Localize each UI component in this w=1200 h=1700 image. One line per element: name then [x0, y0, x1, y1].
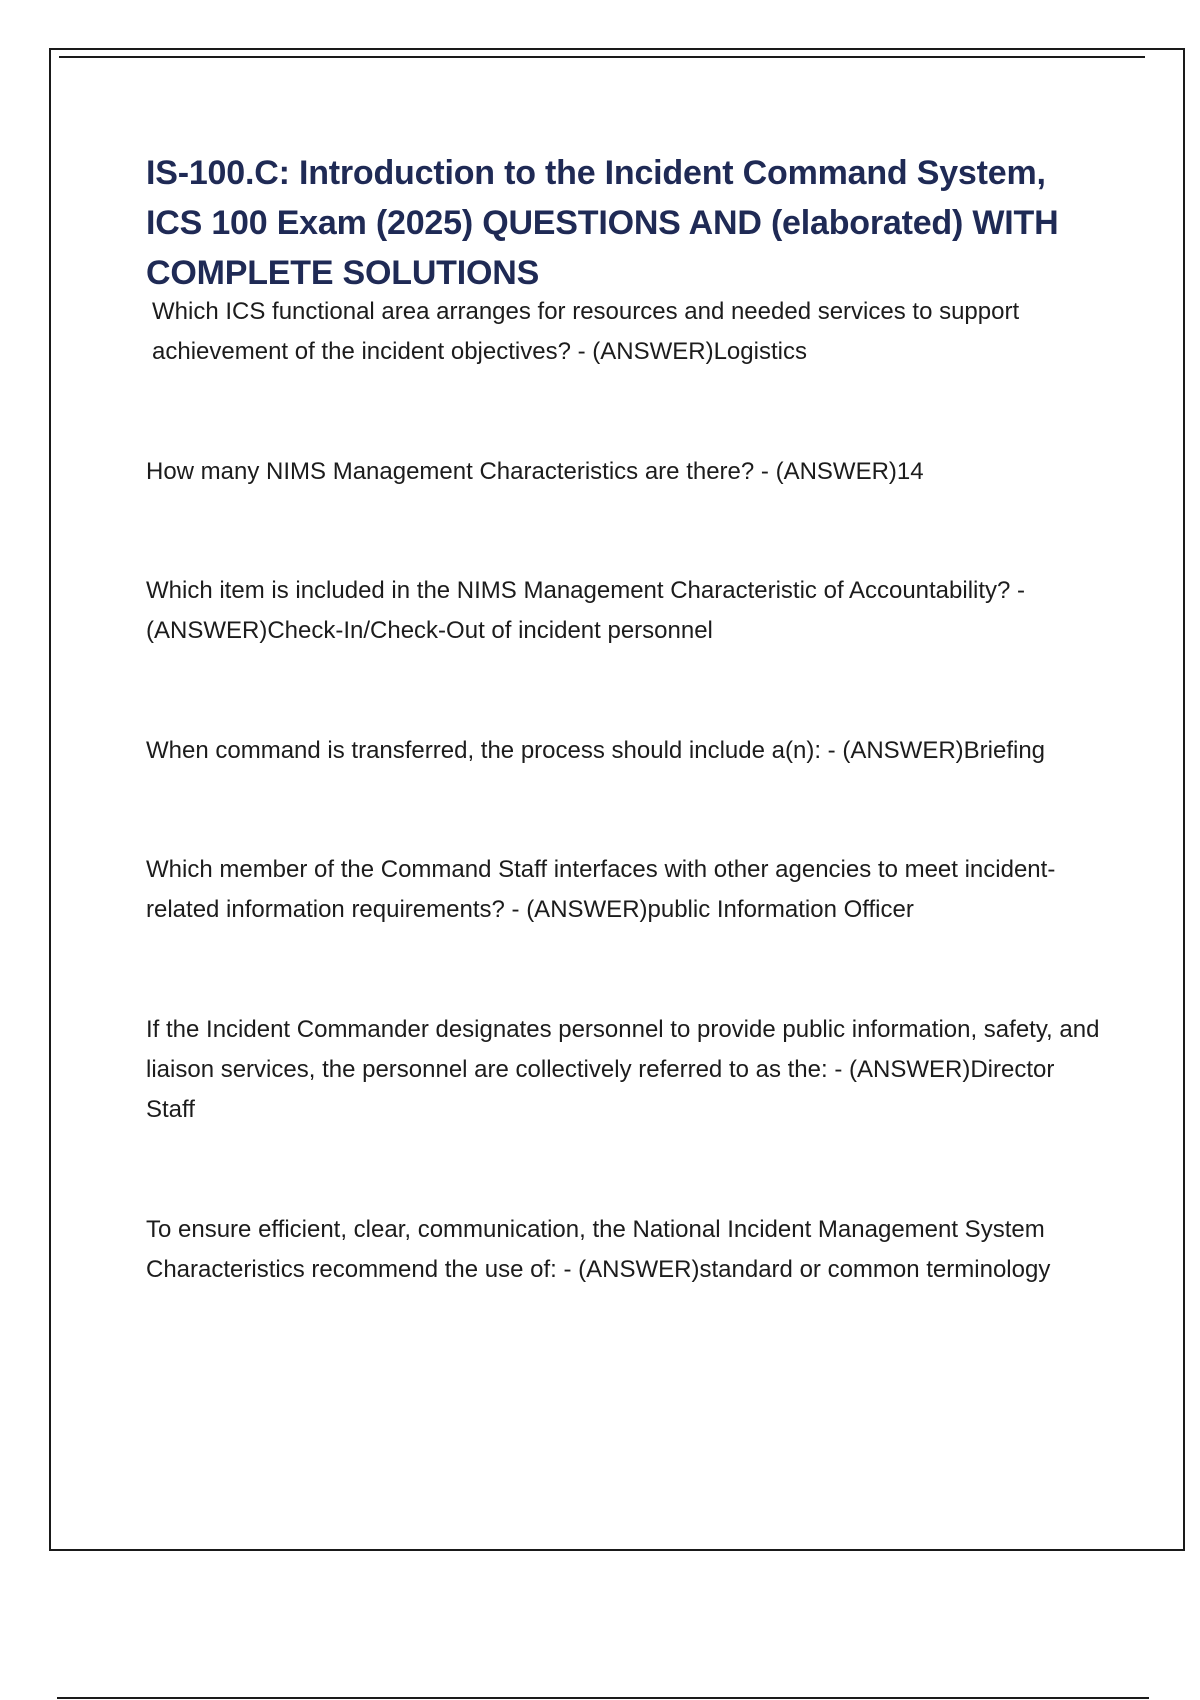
document-title: IS-100.C: Introduction to the Incident Command System, ICS 100 Exam (2025) QUESTIONS AND (elaborated) WITH COMPLETE SOLUTIONS — [146, 154, 1059, 292]
top-rule — [59, 56, 1145, 58]
question-text: If the Incident Commander designates personnel to provide public information, safety, and liaison services, the personnel are collectively referred to as the: - — [146, 1016, 1100, 1083]
question-text: Which ICS functional area arranges for resources and needed services to support achievement of the incident objectives? - — [152, 298, 1020, 365]
qa-item-3 — [146, 571, 1106, 651]
question-text: How many NIMS Management Characteristics are there? - — [146, 458, 776, 485]
answer-text: (ANSWER)Check-In/Check-Out of incident personnel — [146, 617, 713, 644]
qa-item-5 — [146, 850, 1106, 930]
qa-item-1 — [146, 292, 1106, 372]
qa-item-4 — [146, 731, 1106, 771]
answer-text: (ANSWER)standard or common terminology — [578, 1256, 1051, 1283]
answer-text: (ANSWER)Director Staff — [146, 1056, 1055, 1123]
qa-item-2 — [146, 452, 1106, 492]
answer-text: (ANSWER)Logistics — [592, 338, 807, 365]
question-text: To ensure efficient, clear, communication, the National Incident Management System Characteristics recommend the use of: - — [146, 1216, 1045, 1283]
bottom-rule — [57, 1697, 1149, 1699]
qa-item-6 — [146, 1010, 1106, 1130]
answer-text: (ANSWER)public Information Officer — [526, 896, 914, 923]
question-text: Which member of the Command Staff interfaces with other agencies to meet incident-related information requirements? - — [146, 856, 1056, 923]
answer-text: (ANSWER)14 — [775, 458, 924, 485]
qa-item-7 — [146, 1210, 1106, 1290]
document-body — [146, 148, 1106, 1290]
qa-list — [146, 292, 1106, 1290]
answer-text: (ANSWER)Briefing — [842, 737, 1046, 764]
question-text: Which item is included in the NIMS Management Characteristic of Accountability? - — [146, 577, 1026, 604]
question-text: When command is transferred, the process should include a(n): - — [146, 737, 843, 764]
